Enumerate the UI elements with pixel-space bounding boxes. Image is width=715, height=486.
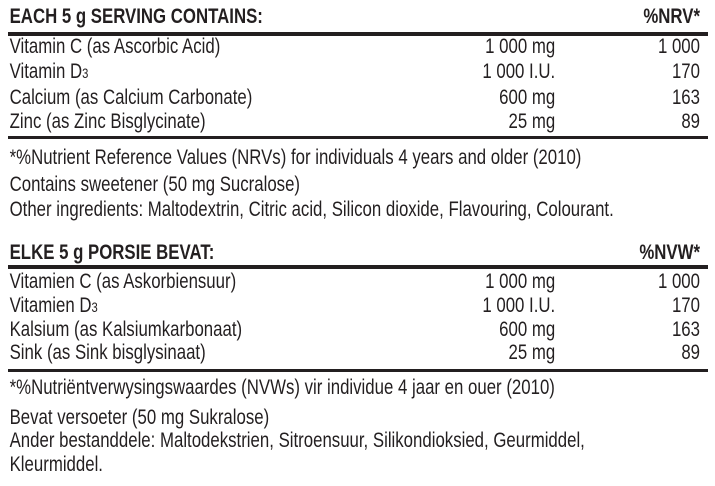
nrv-header-en: %NRV* (643, 5, 700, 28)
subscript: 3 (82, 65, 89, 81)
nutrient-nrv: 163 (671, 86, 700, 109)
nutrient-name: Zinc (as Zinc Bisglycinate) (9, 110, 206, 133)
nutrient-name: Vitamien C (as Askorbiensuur) (9, 270, 237, 293)
nutrient-name: Vitamin C (as Ascorbic Acid) (9, 35, 221, 58)
nutrient-nrv: 1 000 (657, 35, 700, 58)
nutrient-nrv: 170 (671, 60, 700, 83)
divider (8, 136, 708, 139)
nutrient-amount: 600 mg (499, 86, 556, 109)
nutrient-nrv: 1 000 (657, 270, 700, 293)
nutrient-nrv: 89 (681, 110, 700, 133)
nutrient-name: Sink (as Sink bisglysinaat) (9, 341, 206, 364)
nutrient-name: Kalsium (as Kalsiumkarbonaat) (9, 318, 243, 341)
sweetener-af: Bevat versoeter (50 mg Sukralose) (9, 406, 270, 429)
nutrient-amount: 25 mg (508, 341, 556, 364)
nrv-header-af: %NVW* (639, 241, 700, 264)
other-ingredients-af-line1: Ander bestanddele: Maltodekstrien, Sitroensuur, Silikondioksied, Geurmiddel, (9, 429, 585, 452)
nutrient-amount: 600 mg (499, 318, 556, 341)
nutrient-name: Calcium (as Calcium Carbonate) (9, 86, 253, 109)
section-header-af: ELKE 5 g PORSIE BEVAT: (9, 241, 215, 264)
section-header-en: EACH 5 g SERVING CONTAINS: (9, 5, 263, 28)
nutrient-amount: 1 000 mg (485, 35, 556, 58)
other-ingredients-af-line2: Kleurmiddel. (9, 453, 103, 476)
nutrient-amount: 1 000 I.U. (482, 60, 556, 83)
other-ingredients-en: Other ingredients: Maltodextrin, Citric acid, Silicon dioxide, Flavouring, Colourant. (9, 198, 614, 221)
divider (8, 369, 708, 372)
nutrient-nrv: 163 (671, 318, 700, 341)
footnote-en: *%Nutrient Reference Values (NRVs) for individuals 4 years and older (2010) (9, 146, 582, 169)
nutrient-name (10, 294, 98, 319)
footnote-af: *%Nutriëntverwysingswaardes (NVWs) vir individue 4 jaar en ouer (2010) (9, 376, 555, 399)
nutrient-amount: 1 000 I.U. (482, 294, 556, 317)
nutrient-amount: 25 mg (508, 110, 556, 133)
divider (8, 265, 708, 269)
subscript: 3 (91, 299, 98, 315)
sweetener-en: Contains sweetener (50 mg Sucralose) (9, 173, 301, 196)
nutrient-name-text: Vitamin D (9, 60, 83, 83)
nutrient-name-text: Vitamien D (9, 294, 92, 317)
nutrient-amount: 1 000 mg (485, 270, 556, 293)
nutrient-nrv: 170 (671, 294, 700, 317)
nutrient-name (10, 60, 89, 85)
nutrient-nrv: 89 (681, 341, 700, 364)
